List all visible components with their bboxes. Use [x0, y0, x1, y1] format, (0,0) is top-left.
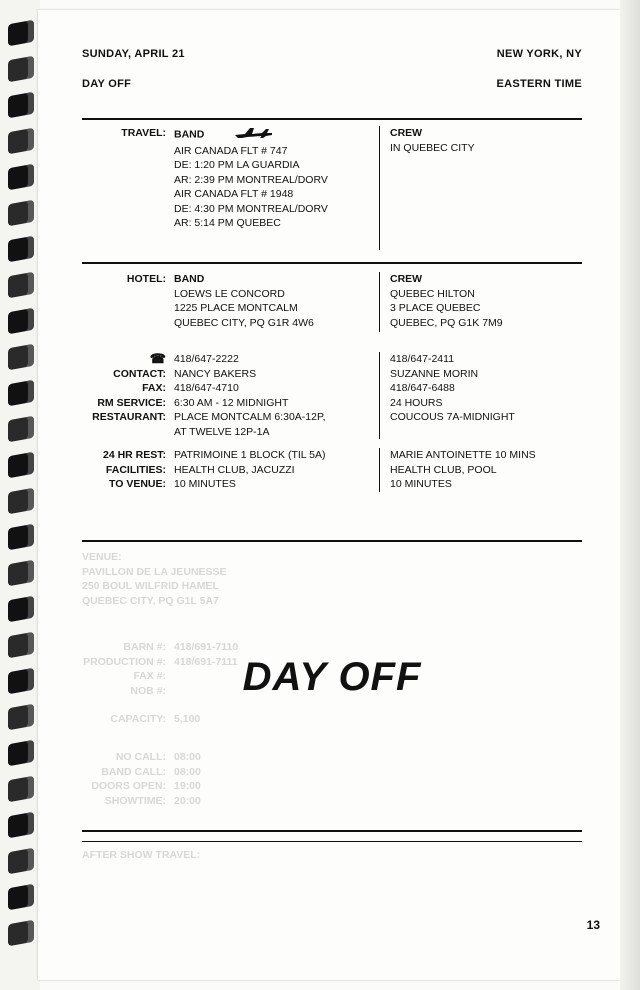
ghost-footer	[82, 848, 582, 863]
ghost-row-label: NO CALL:	[115, 751, 166, 763]
travel-section	[82, 126, 582, 250]
row-crew-value: 418/647-2411	[379, 352, 582, 367]
row-band-value: 10 MINUTES	[174, 478, 236, 490]
hotel-label: HOTEL:	[126, 273, 166, 285]
page-edge	[620, 0, 640, 990]
travel-band-heading: BAND	[174, 128, 205, 141]
ghost-row-label: BAND CALL:	[101, 765, 166, 778]
row-label: 24 HR REST:	[102, 449, 166, 461]
ghost-row-label: SHOWTIME:	[104, 794, 166, 807]
hotel-band-address-2: 1225 PLACE MONTCALM	[174, 302, 298, 314]
row-band-value: PLACE MONTCALM 6:30A-12P,	[174, 411, 326, 423]
ghost-row-value: 19:00	[174, 780, 201, 792]
phone-icon: ☎	[149, 351, 166, 366]
row-crew-value: SUZANNE MORIN	[379, 367, 582, 382]
header-status: DAY OFF	[82, 78, 132, 90]
ghost-venue-line-4: QUEBEC CITY, PQ G1L 5A7	[82, 594, 219, 607]
table-row	[82, 448, 582, 463]
travel-band-line-1: AIR CANADA FLT # 747	[174, 144, 288, 157]
hotel-crew-address-1: QUEBEC HILTON	[390, 287, 475, 300]
row-band-value: 6:30 AM - 12 MIDNIGHT	[174, 396, 289, 409]
row-crew-value: 418/647-6488	[379, 381, 582, 396]
ghost-row-label: FAX #:	[133, 670, 166, 682]
ghost-capacity-label: CAPACITY:	[110, 713, 166, 725]
airplane-icon	[233, 126, 273, 144]
header-timezone: EASTERN TIME	[496, 78, 582, 90]
row-band-value: AT TWELVE 12P-1A	[174, 425, 270, 438]
travel-band-line-5: DE: 4:30 PM MONTREAL/DORV	[174, 202, 328, 215]
ghost-row-value: 418/691-7111	[174, 655, 238, 668]
hotel-band-column	[174, 272, 379, 332]
ghost-row-label: DOORS OPEN:	[91, 780, 166, 792]
travel-band-column	[174, 126, 379, 250]
divider-bottom-1	[82, 830, 582, 832]
row-crew-value: HEALTH CLUB, POOL	[379, 463, 582, 478]
row-label: RM SERVICE:	[97, 396, 166, 409]
travel-band-line-6: AR: 5:14 PM QUEBEC	[174, 217, 281, 229]
ghost-row	[82, 765, 582, 780]
row-crew-value: MARIE ANTOINETTE 10 MINS	[379, 448, 582, 463]
hotel-section	[82, 272, 582, 332]
row-label	[82, 425, 174, 440]
row-label: CONTACT:	[113, 367, 166, 380]
ghost-row-value: 20:00	[174, 794, 201, 807]
row-label: FACILITIES:	[105, 463, 166, 476]
page-header	[82, 48, 582, 108]
ghost-venue-line-3: 250 BOUL WILFRID HAMEL	[82, 580, 219, 592]
travel-crew-heading: CREW	[390, 127, 423, 139]
divider-travel-hotel	[82, 262, 582, 264]
ghost-row	[82, 712, 582, 727]
hotel-crew-heading: CREW	[390, 273, 423, 285]
ghost-row-label: NOB #:	[130, 684, 166, 697]
header-city: NEW YORK, NY	[496, 48, 582, 60]
hotel-band-heading: BAND	[174, 273, 205, 285]
ghost-row-label: PRODUCTION #:	[83, 655, 166, 668]
hotel-crew-address-2: 3 PLACE QUEBEC	[390, 302, 481, 314]
ghost-capacity-value: 5,100	[174, 713, 201, 725]
travel-crew-line-1: IN QUEBEC CITY	[390, 141, 475, 154]
travel-crew-column	[379, 126, 582, 250]
ghost-row	[82, 794, 582, 809]
day-off-heading: DAY OFF	[242, 655, 422, 699]
ghost-venue-block	[82, 550, 582, 608]
table-row	[82, 352, 582, 367]
row-crew-value: 24 HOURS	[379, 396, 582, 411]
row-band-value: 418/647-4710	[174, 382, 239, 394]
row-label: RESTAURANT:	[92, 411, 166, 423]
table-row	[82, 396, 582, 411]
page-number: 13	[586, 918, 600, 932]
divider-top	[82, 118, 582, 120]
header-date: SUNDAY, APRIL 21	[82, 48, 185, 60]
divider-bottom-2	[82, 841, 582, 842]
ghost-footer-text: AFTER SHOW TRAVEL:	[82, 849, 201, 861]
ghost-row-value: 08:00	[174, 751, 201, 763]
hotel-crew-address-3: QUEBEC, PQ G1K 7M9	[390, 316, 503, 329]
divider-hotel-venue	[82, 540, 582, 542]
table-row	[82, 477, 582, 492]
ghost-venue-line-2: PAVILLON DE LA JEUNESSE	[82, 565, 227, 578]
row-band-value: HEALTH CLUB, JACUZZI	[174, 463, 295, 476]
hotel-band-address-1: LOEWS LE CONCORD	[174, 287, 285, 300]
row-band-value: 418/647-2222	[174, 353, 239, 365]
ghost-row	[82, 779, 582, 794]
row-label: FAX:	[142, 382, 166, 394]
ghost-capacity-row	[82, 712, 582, 727]
table-row	[82, 381, 582, 396]
travel-band-line-3: AR: 2:39 PM MONTREAL/DORV	[174, 173, 328, 186]
row-crew-value: 10 MINUTES	[379, 477, 582, 492]
row-label: TO VENUE:	[109, 478, 166, 490]
ghost-venue-line-1: VENUE:	[82, 551, 122, 563]
table-row	[82, 367, 582, 382]
table-row	[82, 463, 582, 478]
ghost-times-block	[82, 750, 582, 808]
ghost-row	[82, 640, 582, 655]
row-band-value: PATRIMOINE 1 BLOCK (TIL 5A)	[174, 449, 326, 461]
hotel-crew-column	[379, 272, 582, 332]
ghost-row	[82, 750, 582, 765]
travel-label: TRAVEL:	[121, 127, 166, 139]
row-crew-value	[379, 425, 582, 440]
table-row	[82, 410, 582, 425]
ghost-row-value: 08:00	[174, 765, 201, 778]
ghost-row-value: 418/691-7110	[174, 641, 239, 653]
travel-band-line-4: AIR CANADA FLT # 1948	[174, 188, 294, 200]
hotel-band-address-3: QUEBEC CITY, PQ G1R 4W6	[174, 316, 314, 329]
hotel-detail-rows	[82, 352, 582, 492]
row-crew-value: COUCOUS 7A-MIDNIGHT	[379, 410, 582, 425]
row-band-value: NANCY BAKERS	[174, 367, 257, 380]
spiral-binding	[0, 0, 40, 990]
ghost-row-label: BARN #:	[123, 641, 166, 653]
travel-band-line-2: DE: 1:20 PM LA GUARDIA	[174, 159, 300, 171]
table-row	[82, 425, 582, 440]
